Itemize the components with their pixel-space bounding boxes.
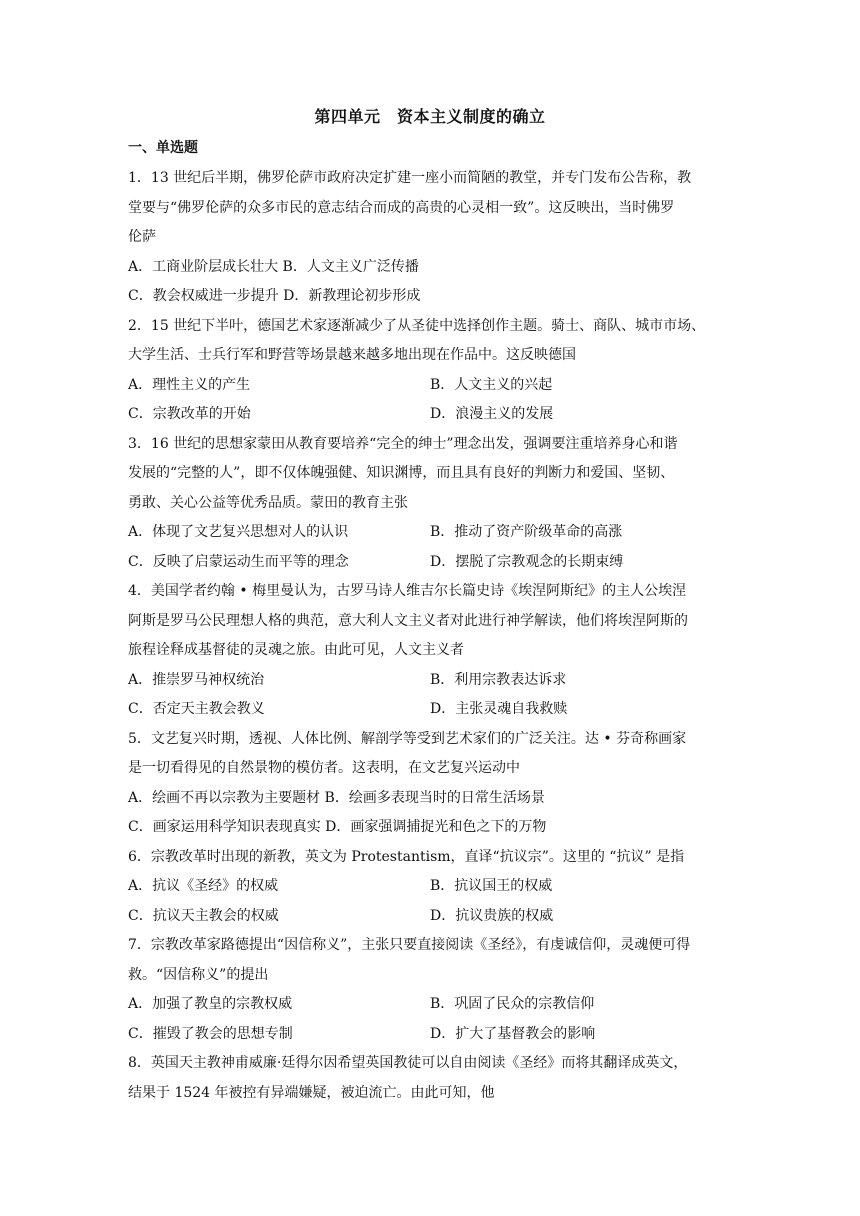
question-4-line-1: 4．美国学者约翰 • 梅里曼认为，古罗马诗人维吉尔长篇史诗《埃涅阿斯纪》的主人公埃涅 <box>128 583 687 599</box>
question-5-line-2: 是一切看得见的自然景物的模仿者。这表明，在文艺复兴运动中 <box>128 760 520 776</box>
question-8-line-2: 结果于 1524 年被控有异端嫌疑，被迫流亡。由此可知，他 <box>128 1085 495 1101</box>
question-2-option-b: B．人文主义的兴起 <box>430 377 553 393</box>
question-3-option-a: A．体现了文艺复兴思想对人的认识 <box>128 524 349 540</box>
question-4-line-2: 阿斯是罗马公民理想人格的典范，意大利人文主义者对此进行神学解读，他们将埃涅阿斯的 <box>128 613 688 629</box>
question-1-options-cd: C．教会权威进一步提升 D．新教理论初步形成 <box>128 288 421 304</box>
question-4-option-c: C．否定天主教会教义 <box>128 701 265 717</box>
question-6-option-a: A．抗议《圣经》的权威 <box>128 878 279 894</box>
question-6-option-d: D．抗议贵族的权威 <box>430 908 554 924</box>
question-3-line-2: 发展的“完整的人”，即不仅体魄强健、知识渊博，而且具有良好的判断力和爱国、坚韧、 <box>128 465 675 481</box>
question-4-option-b: B．利用宗教表达诉求 <box>430 672 567 688</box>
question-6-option-c: C．抗议天主教会的权威 <box>128 908 279 924</box>
question-6-option-b: B．抗议国王的权威 <box>430 878 553 894</box>
question-4-line-3: 旅程诠释成基督徒的灵魂之旅。由此可见，人文主义者 <box>128 642 464 658</box>
question-2-line-1: 2．15 世纪下半叶，德国艺术家逐渐减少了从圣徒中选择创作主题。骑士、商队、城市市场、 <box>128 318 706 334</box>
question-3-option-d: D．摆脱了宗教观念的长期束缚 <box>430 554 624 570</box>
question-1-line-3: 伦萨 <box>128 229 156 245</box>
page-title: 第四单元 资本主义制度的确立 <box>314 107 546 126</box>
question-7-line-1: 7．宗教改革家路德提出“因信称义”，主张只要直接阅读《圣经》，有虔诚信仰，灵魂便可得 <box>128 937 691 953</box>
question-3-line-1: 3．16 世纪的思想家蒙田从教育要培养“完全的绅士”理念出发，强调要注重培养身心和谐 <box>128 436 678 452</box>
question-7-line-2: 救。“因信称义”的提出 <box>128 967 269 983</box>
question-5-options-cd: C．画家运用科学知识表现真实 D．画家强调捕捉光和色之下的万物 <box>128 819 547 835</box>
question-5-options-ab: A．绘画不再以宗教为主要题材 B．绘画多表现当时的日常生活场景 <box>128 790 545 806</box>
question-1-line-2: 堂要与“佛罗伦萨的众多市民的意志结合而成的高贵的心灵相一致”。这反映出，当时佛罗 <box>128 200 675 216</box>
question-4-option-a: A．推崇罗马神权统治 <box>128 672 265 688</box>
question-5-line-1: 5．文艺复兴时期，透视、人体比例、解剖学等受到艺术家们的广泛关注。达 • 芬奇称画家 <box>128 731 687 747</box>
question-3-option-b: B．推动了资产阶级革命的高涨 <box>430 524 623 540</box>
question-3-line-3: 勇敢、关心公益等优秀品质。蒙田的教育主张 <box>128 495 408 511</box>
section-heading: 一、单选题 <box>128 140 198 156</box>
question-7-option-b: B．巩固了民众的宗教信仰 <box>430 996 595 1012</box>
question-3-option-c: C．反映了启蒙运动生而平等的理念 <box>128 554 349 570</box>
question-2-option-c: C．宗教改革的开始 <box>128 406 251 422</box>
question-8-line-1: 8．英国天主教神甫威廉·廷得尔因希望英国教徒可以自由阅读《圣经》而将其翻译成英文， <box>128 1055 688 1071</box>
question-2-line-2: 大学生活、士兵行军和野营等场景越来越多地出现在作品中。这反映德国 <box>128 347 576 363</box>
question-4-option-d: D．主张灵魂自我救赎 <box>430 701 568 717</box>
question-7-option-d: D．扩大了基督教会的影响 <box>430 1026 596 1042</box>
question-2-option-d: D．浪漫主义的发展 <box>430 406 554 422</box>
question-7-option-c: C．摧毁了教会的思想专制 <box>128 1026 293 1042</box>
question-6-line-1: 6．宗教改革时出现的新教，英文为 Protestantism，直译“抗议宗”。这里的 “抗议” 是指 <box>128 849 685 865</box>
question-1-line-1: 1．13 世纪后半期，佛罗伦萨市政府决定扩建一座小而简陋的教堂，并专门发布公告称，教 <box>128 170 692 186</box>
question-1-options-ab: A．工商业阶层成长壮大 B．人文主义广泛传播 <box>128 259 419 275</box>
question-2-option-a: A．理性主义的产生 <box>128 377 251 393</box>
question-7-option-a: A．加强了教皇的宗教权威 <box>128 996 293 1012</box>
